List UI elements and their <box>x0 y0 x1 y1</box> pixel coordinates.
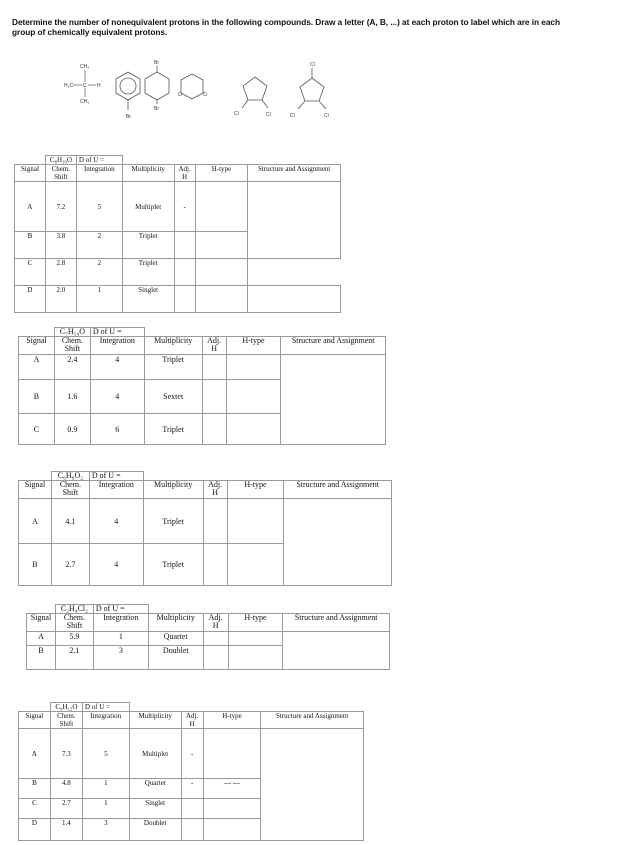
table-row <box>15 182 341 232</box>
table-row <box>19 499 392 544</box>
cl-label-3: Cl <box>310 62 315 68</box>
signal-cell: A <box>19 499 52 544</box>
signal-cell: B <box>19 380 55 414</box>
multiplicity-cell: Doublet <box>148 646 203 670</box>
integration-cell: 1 <box>82 779 129 799</box>
shift-cell: 2.4 <box>54 355 90 380</box>
signal-cell: C <box>15 259 46 286</box>
c-label: C <box>83 83 87 89</box>
signal-header: Signal <box>15 165 46 182</box>
adj-header: Adj. <box>208 480 223 489</box>
htype-header: H-type <box>195 165 248 182</box>
shift-cell: 0.9 <box>54 414 90 445</box>
cl-label-4: Cl <box>290 113 295 119</box>
integration-cell: 3 <box>82 819 129 841</box>
cl-label-1: Cl <box>234 111 239 117</box>
structure-header: Structure and Assignment <box>248 165 341 182</box>
multiplicity-cell: Doublet <box>129 819 181 841</box>
multiplicity-cell: Singlet <box>129 799 181 819</box>
benzene-structure <box>116 72 140 110</box>
signal-cell: A <box>27 632 56 646</box>
o-label-1: O <box>178 92 182 98</box>
formula-5: C₉H₁₂O <box>50 703 82 712</box>
adj-header: Adj. <box>207 336 222 345</box>
integration-cell: 4 <box>89 544 143 586</box>
integration-header: Integration <box>76 165 122 182</box>
h-label: H <box>97 83 101 89</box>
chem-shift-header-2: Shift <box>66 621 83 630</box>
br-label-3: Br <box>154 106 159 112</box>
structure-cell[interactable] <box>261 729 364 841</box>
signal-cell: A <box>19 729 51 779</box>
adj-header-2: H <box>212 621 219 630</box>
htype-cell[interactable] <box>195 259 248 286</box>
htype-cell[interactable]: --- --- <box>203 779 261 799</box>
signal-header: Signal <box>27 614 56 632</box>
adj-header-2: H <box>182 173 188 181</box>
adj-cell <box>174 259 195 286</box>
htype-cell[interactable] <box>203 729 261 779</box>
shift-cell: 7.2 <box>45 182 76 232</box>
integration-cell: 4 <box>90 380 144 414</box>
adj-cell <box>202 355 226 380</box>
htype-cell[interactable] <box>228 646 283 670</box>
multiplicity-header: Multiplicity <box>143 481 203 499</box>
chem-shift-header: Chem. <box>57 712 76 720</box>
o-label-2: O <box>203 92 207 98</box>
cyclopentane-structure-1 <box>242 77 268 108</box>
multiplicity-cell: Triplet <box>143 499 203 544</box>
adj-cell <box>203 499 227 544</box>
integration-cell: 5 <box>76 182 122 232</box>
htype-header: H-type <box>228 614 283 632</box>
adj-header: Adj. <box>186 712 199 720</box>
shift-cell: 4.1 <box>51 499 89 544</box>
signal-cell: C <box>19 799 51 819</box>
structure-header: Structure and Assignment <box>261 712 364 729</box>
adj-header: Adj. <box>208 613 223 622</box>
multiplicity-cell: Multiplet <box>129 729 181 779</box>
adj-cell <box>203 544 227 586</box>
chem-shift-header: Chem. <box>61 336 83 345</box>
integration-cell: 1 <box>76 286 122 313</box>
chem-shift-header-2: Shift <box>64 344 81 353</box>
adj-cell <box>174 286 195 313</box>
ch3-top-label: CH₃ <box>80 64 90 70</box>
shift-cell: 5.9 <box>55 632 93 646</box>
structure-header: Structure and Assignment <box>281 337 386 355</box>
cl-label-2: Cl <box>266 112 271 118</box>
table-row <box>15 286 341 313</box>
chem-shift-header-2: Shift <box>59 720 74 728</box>
nmr-table-1 <box>14 155 341 313</box>
tert-butyl-structure <box>64 64 101 105</box>
structure-cell[interactable] <box>281 355 386 445</box>
multiplicity-header: Multiplicity <box>129 712 181 729</box>
integration-header: Integration <box>89 481 143 499</box>
signal-cell: A <box>19 355 55 380</box>
br-label-1: Br <box>126 114 131 120</box>
htype-cell[interactable] <box>195 182 248 232</box>
dofu-label: D of U = <box>93 605 148 614</box>
shift-cell: 2.1 <box>55 646 93 670</box>
signal-cell: B <box>19 544 52 586</box>
multiplicity-cell: Sextet <box>144 380 202 414</box>
adj-header-2: H <box>212 488 218 497</box>
signal-cell: B <box>15 232 46 259</box>
adj-cell: - <box>181 729 203 779</box>
structure-header: Structure and Assignment <box>283 614 390 632</box>
multiplicity-cell: Triplet <box>144 414 202 445</box>
multiplicity-cell: Triplet <box>143 544 203 586</box>
multiplicity-header: Multiplicity <box>144 337 202 355</box>
htype-header: H-type <box>226 337 281 355</box>
adj-cell: - <box>181 779 203 799</box>
signal-header: Signal <box>19 481 52 499</box>
multiplicity-header: Multiplicity <box>148 614 203 632</box>
integration-header: Integration <box>90 337 144 355</box>
htype-header: H-type <box>227 481 284 499</box>
chem-shift-header-2: Shift <box>62 488 79 497</box>
multiplicity-cell: Quartet <box>148 632 203 646</box>
adj-header-2: H <box>189 720 195 728</box>
shift-cell: 4.8 <box>50 779 82 799</box>
signal-cell: D <box>19 819 51 841</box>
integration-cell: 4 <box>90 355 144 380</box>
adj-cell <box>181 819 203 841</box>
multiplicity-cell: Triplet <box>122 259 174 286</box>
adj-header: Adj. <box>178 165 191 173</box>
signal-cell: A <box>15 182 46 232</box>
formula-3: C₆H₈O₂ <box>51 472 89 481</box>
signal-cell: B <box>19 779 51 799</box>
structure-cell[interactable] <box>248 286 341 313</box>
integration-cell: 3 <box>93 646 148 670</box>
adj-header-2: H <box>211 344 217 353</box>
structure-cell[interactable] <box>283 632 390 670</box>
formula-4: C₂H₄Cl₂ <box>55 605 93 614</box>
multiplicity-cell: Singlet <box>122 286 174 313</box>
instructions: Determine the number of nonequivalent protons in the following compounds. Draw a letter (A, B, ...) at each proton to label which are in each group of chemically equivalent protons. <box>12 17 560 37</box>
integration-cell: 1 <box>82 799 129 819</box>
multiplicity-cell: Triplet <box>122 232 174 259</box>
integration-cell: 6 <box>90 414 144 445</box>
adj-cell <box>202 380 226 414</box>
nmr-table-2 <box>18 327 386 445</box>
cl-label-5: Cl <box>324 113 329 119</box>
dofu-label: D of U = <box>89 472 143 481</box>
htype-cell[interactable] <box>195 286 248 313</box>
shift-cell: 3.8 <box>45 232 76 259</box>
signal-header: Signal <box>19 712 51 729</box>
ch3-bottom-label: CH₃ <box>80 99 90 105</box>
htype-cell[interactable] <box>227 544 284 586</box>
table-row <box>27 632 390 646</box>
adj-cell <box>203 646 228 670</box>
htype-cell[interactable] <box>226 414 281 445</box>
chem-shift-header: Chem. <box>59 480 81 489</box>
htype-cell[interactable] <box>203 799 261 819</box>
integration-header: Integration <box>93 614 148 632</box>
structure-cell[interactable] <box>248 182 341 259</box>
integration-cell: 1 <box>93 632 148 646</box>
adj-cell: - <box>174 182 195 232</box>
structure-header: Structure and Assignment <box>284 481 392 499</box>
shift-cell: 2.0 <box>45 286 76 313</box>
nmr-table-4 <box>26 604 390 670</box>
signal-header: Signal <box>19 337 55 355</box>
multiplicity-cell: Triplet <box>144 355 202 380</box>
integration-header: Integration <box>82 712 129 729</box>
integration-cell: 4 <box>89 499 143 544</box>
htype-cell[interactable] <box>226 380 281 414</box>
table-row <box>19 355 386 380</box>
adj-cell <box>174 232 195 259</box>
shift-cell: 7.3 <box>50 729 82 779</box>
shift-cell: 1.6 <box>54 380 90 414</box>
adj-cell <box>202 414 226 445</box>
table-row <box>15 259 341 286</box>
dofu-label: D of U = <box>76 156 122 165</box>
integration-cell: 2 <box>76 232 122 259</box>
chem-shift-header: Chem. <box>51 165 71 173</box>
integration-cell: 2 <box>76 259 122 286</box>
chem-shift-header-2: Shift <box>54 173 68 181</box>
br-label-2: Br <box>154 60 159 66</box>
nmr-table-3 <box>18 471 392 586</box>
dofu-label: D of U = <box>82 703 129 712</box>
integration-cell: 5 <box>82 729 129 779</box>
adj-cell <box>203 632 228 646</box>
multiplicity-header: Multiplicity <box>122 165 174 182</box>
h3c-label: H₃C <box>64 83 74 89</box>
signal-cell: B <box>27 646 56 670</box>
formula-1: C₈H₁₀O <box>45 156 76 165</box>
dofu-label: D of U = <box>90 328 144 337</box>
table-row <box>19 729 364 779</box>
shift-cell: 2.8 <box>45 259 76 286</box>
nmr-table-5 <box>18 702 364 841</box>
multiplicity-cell: Multiplet <box>122 182 174 232</box>
structures-row <box>0 0 617 140</box>
structure-cell[interactable] <box>284 499 392 586</box>
cyclopentane-structure-2 <box>298 68 326 109</box>
multiplicity-cell: Quartet <box>129 779 181 799</box>
shift-cell: 2.7 <box>51 544 89 586</box>
htype-cell[interactable] <box>195 232 248 259</box>
signal-cell: D <box>15 286 46 313</box>
signal-cell: C <box>19 414 55 445</box>
htype-cell[interactable] <box>226 355 281 380</box>
adj-cell <box>181 799 203 819</box>
shift-cell: 1.4 <box>50 819 82 841</box>
formula-2: C₇H₁₄O <box>54 328 90 337</box>
htype-header: H-type <box>203 712 261 729</box>
chem-shift-header: Chem. <box>63 613 85 622</box>
htype-cell[interactable] <box>228 632 283 646</box>
htype-cell[interactable] <box>203 819 261 841</box>
shift-cell: 2.7 <box>50 799 82 819</box>
dioxane-structure <box>181 74 203 99</box>
dibromocyclohexane-structure <box>145 66 169 104</box>
htype-cell[interactable] <box>227 499 284 544</box>
